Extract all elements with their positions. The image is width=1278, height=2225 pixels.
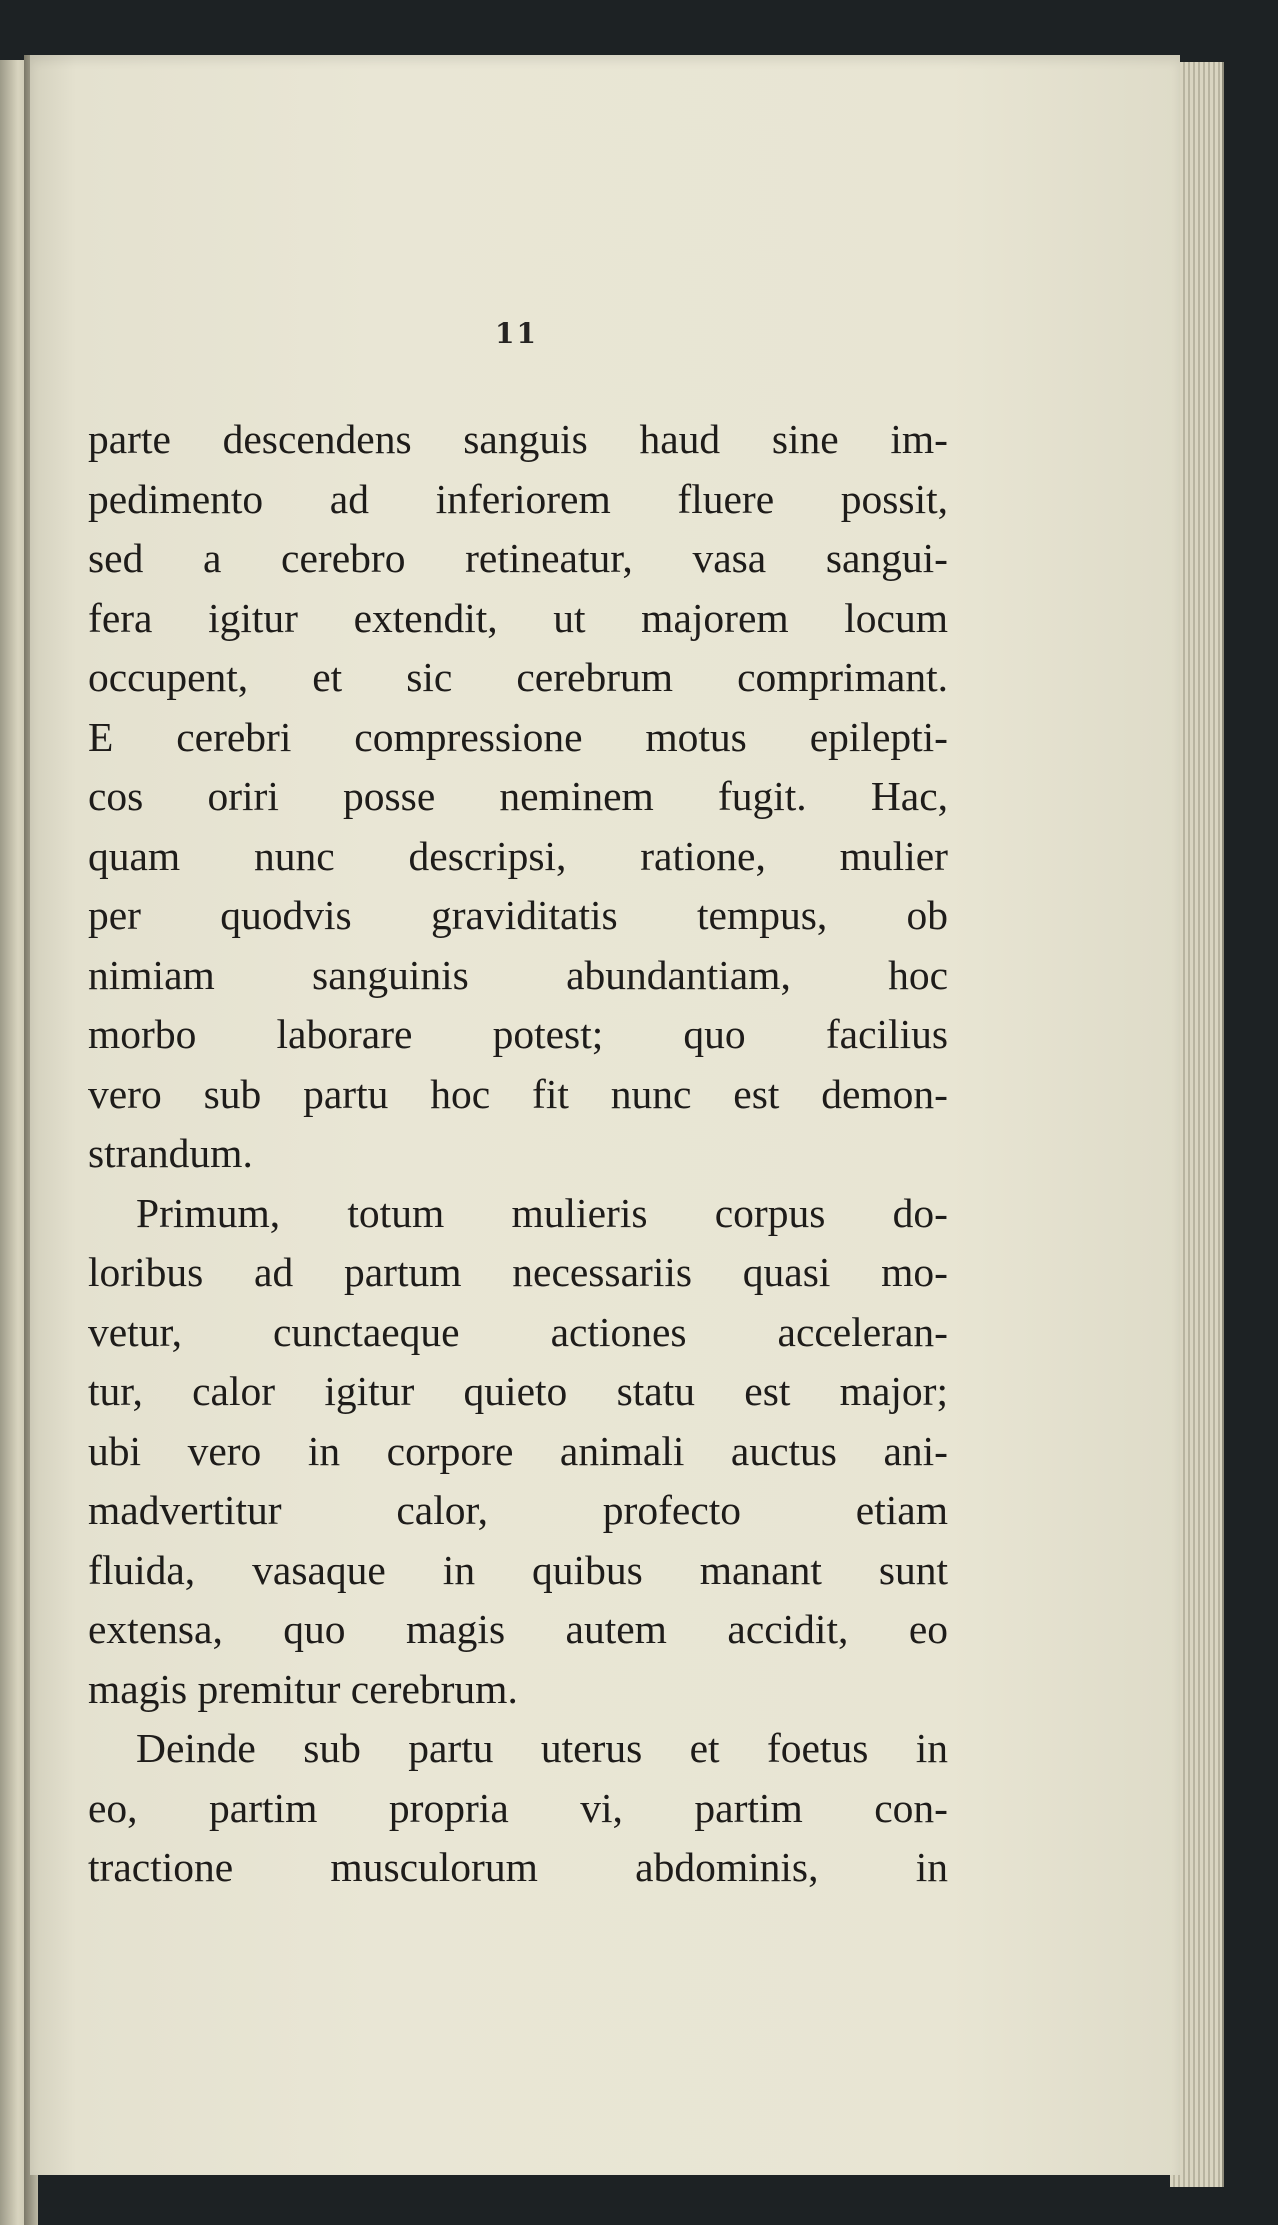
text-line: Deinde sub partu uterus et foetus in	[136, 1725, 948, 1771]
text-line: eo, partim propria vi, partim con-	[88, 1784, 948, 1831]
text-line: quam nunc descripsi, ratione, mulier	[88, 832, 948, 879]
text-line: fera igitur extendit, ut majorem locum	[88, 594, 948, 641]
text-line: tractione musculorum abdominis, in	[88, 1844, 948, 1890]
text-line: vetur, cunctaeque actiones acceleran-	[88, 1308, 948, 1355]
text-line: magis premitur cerebrum.	[88, 1665, 518, 1712]
text-line: strandum.	[88, 1130, 253, 1176]
body-text	[88, 410, 948, 1898]
text-line: parte descendens sanguis haud sine im-	[88, 416, 948, 462]
text-line: E cerebri compressione motus epilepti-	[88, 713, 948, 760]
recto-page	[30, 55, 1180, 2175]
text-line: Primum, totum mulieris corpus do-	[136, 1189, 948, 1236]
text-line: sed a cerebro retineatur, vasa sangui-	[88, 535, 948, 581]
page-number: 11	[495, 317, 538, 350]
text-line: extensa, quo magis autem accidit, eo	[88, 1606, 948, 1652]
text-line: loribus ad partum necessariis quasi mo-	[88, 1249, 948, 1295]
text-line: pedimento ad inferiorem fluere possit,	[88, 475, 948, 522]
text-line: nimiam sanguinis abundantiam, hoc	[88, 951, 948, 998]
text-line: occupent, et sic cerebrum comprimant.	[88, 654, 948, 700]
text-line: vero sub partu hoc fit nunc est demon-	[88, 1070, 948, 1117]
text-line: cos oriri posse neminem fugit. Hac,	[88, 773, 948, 819]
text-line: madvertitur calor, profecto etiam	[88, 1487, 948, 1533]
text-line: tur, calor igitur quieto statu est major;	[88, 1368, 948, 1414]
text-line: fluida, vasaque in quibus manant sunt	[88, 1546, 948, 1593]
text-line: morbo laborare potest; quo facilius	[88, 1011, 948, 1057]
text-line: per quodvis graviditatis tempus, ob	[88, 892, 948, 938]
text-line: ubi vero in corpore animali auctus ani-	[88, 1427, 948, 1474]
